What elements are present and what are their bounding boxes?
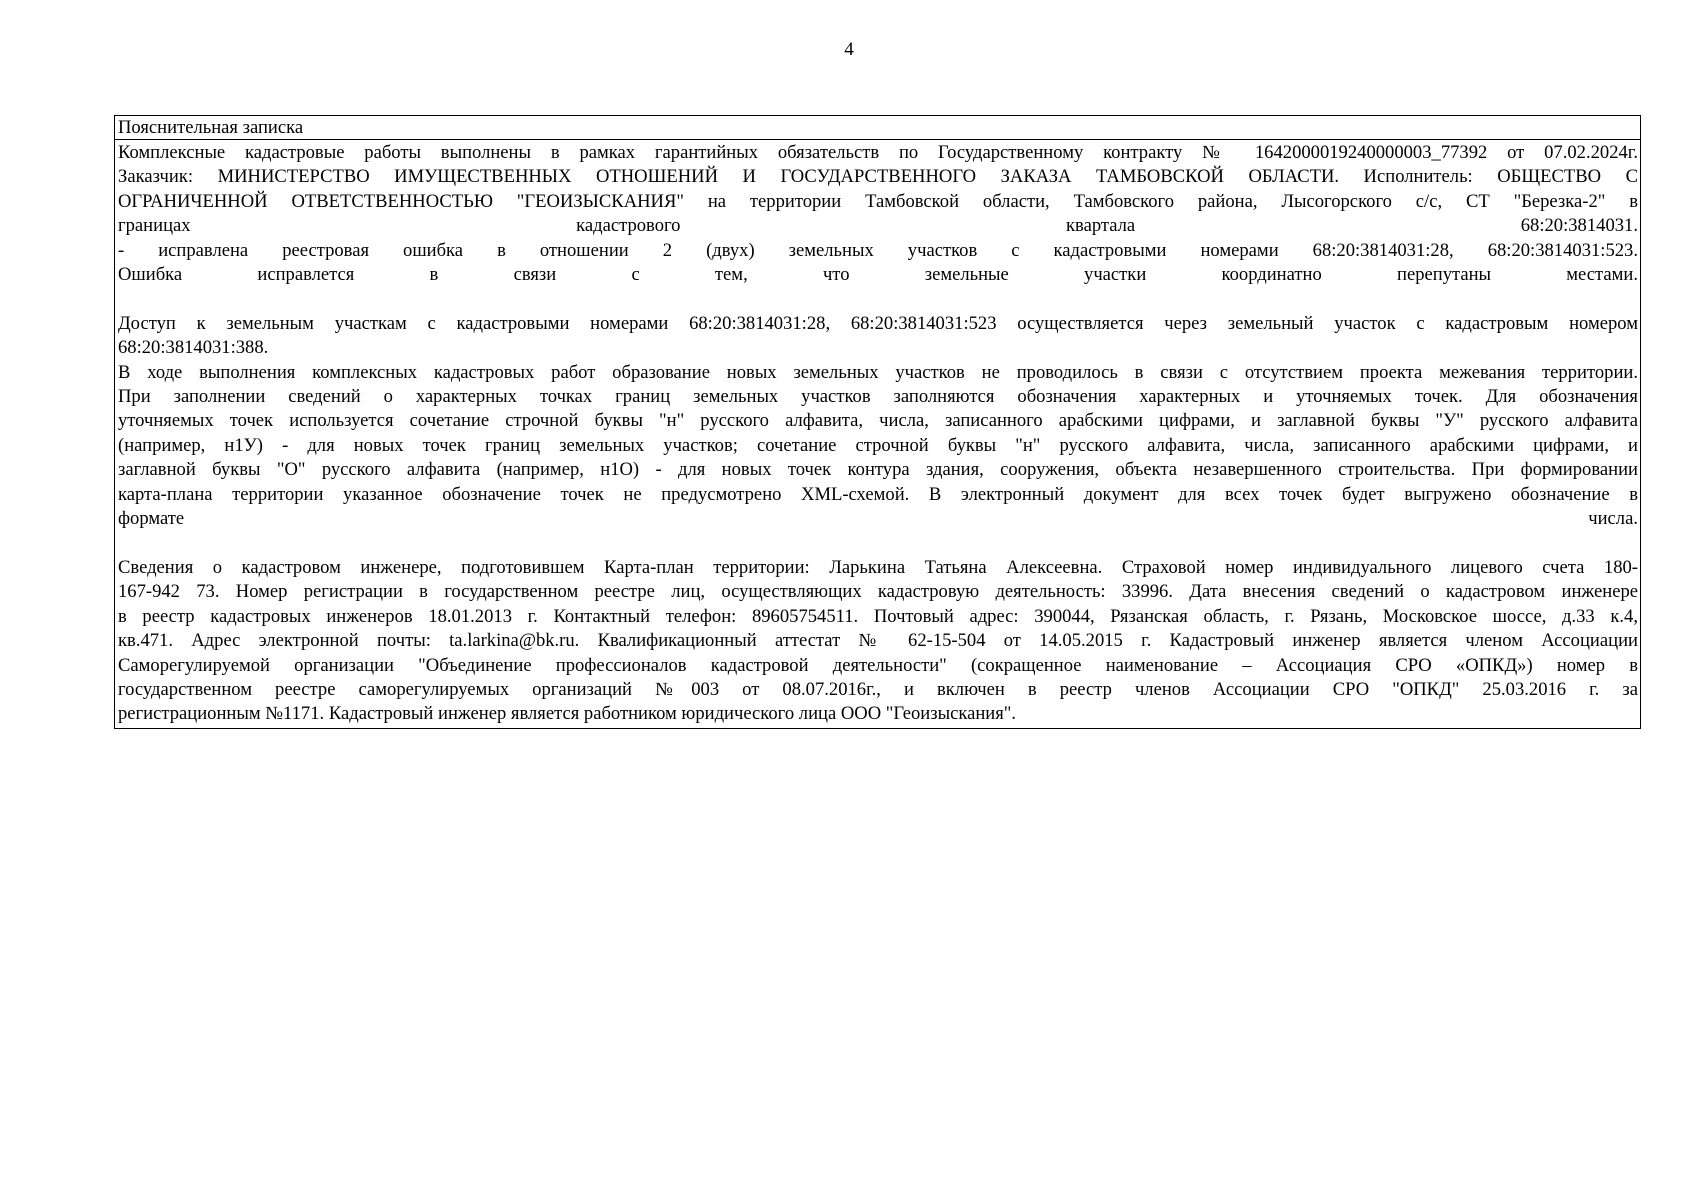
note-line: государственном реестре саморегулируемых организаций №003 от 08.07.2016г., и включен в реестр членов Ассоциации СРО "ОПКД" 25.03.2016 г. за	[118, 678, 1638, 700]
note-line: заглавной буквы "О" русского алфавита (например, н1О) - для новых точек контура здания, сооружения, объекта незавершенного строительства. При формировании	[118, 459, 1638, 481]
explanatory-note-body	[115, 140, 1640, 728]
note-line: Сведения о кадастровом инженере, подготовившем Карта-план территории: Ларькина Татьяна Алексеевна. Страховой номер индивидуального лицевого счета 180-	[118, 556, 1638, 578]
note-line: Доступ к земельным участкам с кадастровыми номерами 68:20:3814031:28, 68:20:3814031:523 осуществляется через земельный участок с кадастровым номером	[118, 312, 1638, 334]
page-number: 4	[844, 39, 854, 60]
note-line: границах кадастрового квартала 68:20:3814031.	[118, 215, 1638, 237]
note-line: регистрационным №1171. Кадастровый инженер является работником юридического лица ООО "Геоизыскания".	[118, 703, 1017, 725]
note-line: В ходе выполнения комплексных кадастровых работ образование новых земельных участков не проводилось в связи с отсутствием проекта межевания территории.	[118, 361, 1638, 383]
note-line: Заказчик: МИНИСТЕРСТВО ИМУЩЕСТВЕННЫХ ОТНОШЕНИЙ И ГОСУДАРСТВЕННОГО ЗАКАЗА ТАМБОВСКОЙ ОБЛАСТИ. Исполнитель: ОБЩЕСТВО С	[118, 166, 1638, 188]
note-line: ОГРАНИЧЕННОЙ ОТВЕТСТВЕННОСТЬЮ "ГЕОИЗЫСКАНИЯ" на территории Тамбовской области, Тамбовского района, Лысогорского с/с, СТ "Березка-2" в	[118, 190, 1638, 212]
blank-line	[118, 531, 1638, 555]
note-line: 167-942 73. Номер регистрации в государственном реестре лиц, осуществляющих кадастровую деятельность: 33996. Дата внесения сведений о кадастровом инженере	[118, 581, 1638, 603]
note-line: кв.471. Адрес электронной почты: ta.larkina@bk.ru. Квалификационный аттестат № 62-15-504 от 14.05.2015 г. Кадастровый инженер является членом Ассоциации	[118, 630, 1638, 652]
explanatory-note-title: Пояснительная записка	[115, 116, 1640, 140]
note-line: Комплексные кадастровые работы выполнены в рамках гарантийных обязательств по Государственному контракту № 1642000019240000003_77392 от 07.02.2024г.	[118, 142, 1638, 163]
blank-line	[118, 287, 1638, 311]
note-line: - исправлена реестровая ошибка в отношении 2 (двух) земельных участков с кадастровыми номерами 68:20:3814031:28, 68:20:3814031:523.	[118, 239, 1638, 261]
explanatory-note-table	[114, 115, 1641, 729]
note-line: в реестр кадастровых инженеров 18.01.2013 г. Контактный телефон: 89605754511. Почтовый адрес: 390044, Рязанская область, г. Рязань, Московское шоссе, д.33 к.4,	[118, 605, 1638, 627]
note-line: карта-плана территории указанное обозначение точек не предусмотрено XML-схемой. В электронный документ для всех точек будет выгружено обозначение в	[118, 483, 1638, 505]
note-line: уточняемых точек используется сочетание строчной буквы "н" русского алфавита, числа, записанного арабскими цифрами, и заглавной буквы "У" русского алфавита	[118, 410, 1638, 432]
note-line: (например, н1У) - для новых точек границ земельных участков; сочетание строчной буквы "н" русского алфавита, числа, записанного арабскими цифрами, и	[118, 434, 1638, 456]
note-line: При заполнении сведений о характерных точках границ земельных участков заполняются обозначения характерных и уточняемых точек. Для обозначения	[118, 386, 1638, 408]
note-line: 68:20:3814031:388.	[118, 337, 269, 359]
note-line: формате числа.	[118, 508, 1638, 530]
note-line: Саморегулируемой организации "Объединение профессионалов кадастровой деятельности" (сокращенное наименование – Ассоциация СРО «ОПКД») номер в	[118, 654, 1638, 676]
note-line: Ошибка исправлется в связи с тем, что земельные участки координатно перепутаны местами.	[118, 264, 1638, 286]
